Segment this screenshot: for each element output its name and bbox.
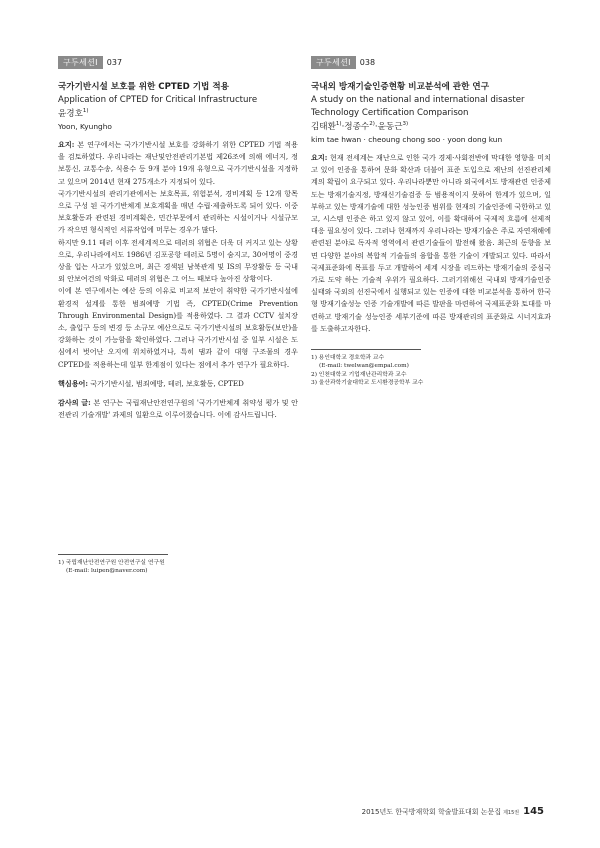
right-footnotes bbox=[311, 349, 424, 388]
article-title-ko: 국내외 방재기술인증현황 비교분석에 관한 연구 bbox=[311, 82, 489, 92]
footnote: 2) 인천대학교 기업재난관리학과 교수 bbox=[311, 371, 407, 378]
left-footnotes bbox=[58, 540, 298, 576]
session-tag bbox=[58, 56, 298, 69]
page-number: 145 bbox=[523, 806, 544, 817]
footnote: 1) 국립재난안전연구원 안전연구실 연구원 bbox=[58, 560, 165, 566]
article-number: 038 bbox=[359, 58, 376, 67]
keywords-text: 국가기반시설, 범죄예방, 테러, 보호활동, CPTED bbox=[90, 378, 244, 388]
abstract bbox=[311, 152, 551, 335]
session-tag bbox=[311, 56, 551, 69]
author-name: ·윤동근 bbox=[374, 122, 403, 132]
ack-label: 감사의 글: bbox=[58, 398, 91, 408]
footnote: (E-mail: luipen@naver.com) bbox=[66, 568, 148, 575]
footnote-rule bbox=[58, 554, 168, 576]
footnote: (E-mail: twelwan@empal.com) bbox=[319, 363, 409, 370]
abstract-label: 요지: bbox=[311, 153, 328, 162]
left-article bbox=[58, 56, 298, 421]
author-affiliation-mark: 1) bbox=[335, 121, 342, 128]
ack-text: 본 연구는 국립재난안전연구원의 '국가기반체계 취약성 평가 및 안전관리 기술개발' 과제의 일환으로 이루어졌습니다. 이에 감사드립니다. bbox=[58, 398, 298, 420]
right-article bbox=[311, 56, 551, 388]
author-en: Yoon, Kyungho bbox=[58, 122, 112, 131]
footer-note: 제15권 bbox=[503, 810, 520, 816]
author-ko bbox=[58, 108, 298, 121]
article-title-en: Technology Certification Comparison bbox=[311, 108, 469, 118]
keywords bbox=[58, 378, 298, 390]
footer-text: 2015년도 한국방재학회 학술발표대회 논문집 bbox=[361, 808, 502, 816]
author-name: 김태환 bbox=[311, 122, 336, 132]
abstract-paragraph: 하지만 9.11 테러 이후 전세계적으로 테러의 위협은 더욱 더 커지고 있는 상황으로, 우리나라에서도 1986년 김포공항 테러로 5명이 숨지고, 30여명이 중경상을 입는 사고가 있었으며, 최근 경색된 남북관계 및 IS의 무장활동 등 국내외 안보여건의 악화로 테러의 위협은 그 어느 때보다 높아진 상황이다. bbox=[58, 237, 298, 284]
article-title-ko: 국가기반시설 보호를 위한 CPTED 기법 적용 bbox=[58, 82, 229, 92]
article-title-en: Application of CPTED for Critical Infrastructure bbox=[58, 95, 258, 105]
author-affiliation-mark: 1) bbox=[82, 108, 89, 115]
author-name: 윤경호 bbox=[58, 109, 83, 119]
session-label: 구두세션Ⅰ bbox=[311, 56, 356, 69]
session-label: 구두세션Ⅰ bbox=[58, 56, 103, 69]
page-footer bbox=[362, 806, 544, 817]
abstract-paragraph: 현재 전세계는 재난으로 인한 국가 경제·사회전반에 막대한 영향을 미치고 있어 인증을 통하여 문화 확산과 더불어 표준 도입으로 재난의 선진관리체계의 확립이 요구되고 있다. 우리나라뿐만 아니라 외국에서도 방재관련 인증제도는 방재기술지정, 방재신기술검증 등 범용적이지 못하여 한계가 있으며, 일부하고 있는 방재기술에 대한 성능인증 범위를 현재의 기술인증에 국한하고 있고, 시스템 인증은 하고 있지 않고 있어, 이를 확대하여 국제적 흐름에 선제적 대응 필요성이 있다. 그러나 현재까지 우리나라는 방재기술은 주로 자연재해에 관련된 분야로 독자적 영역에서 관련기술들이 발전해 왔음. 최근의 동향을 보면 다양한 분야의 복합적 기술들의 융합을 통한 기술이 개발되고 있다. 따라서 국제표준화에 목표를 두고 개발하여 세계 시장을 리드하는 방재기술의 중심국가로 도약 하는 기술적 우위가 필요하다. 그러기위해선 국내외 방재기술인증 실태와 국외의 선진국에서 실행되고 있는 인증에 대한 비교분석을 통하여 한국형 방재기술성능 인증 기술개발에 따른 발판을 마련하여 국제표준화 토대를 마련하고 방재기술 성능인증 세부기준에 따른 방재관리의 표준화로 시너지효과를 도출하고자한다. bbox=[311, 153, 551, 333]
author-affiliation-mark: 3) bbox=[402, 121, 409, 128]
keywords-label: 핵심용어: bbox=[58, 378, 89, 388]
authors-ko bbox=[311, 121, 551, 134]
author-affiliation-mark: 2) bbox=[369, 121, 375, 128]
abstract-paragraph: 본 연구에서는 국가기반시설 보호를 강화하기 위한 CPTED 기법 적용을 검토하였다. 우리나라는 재난및안전관리기본법 제26조에 의해 에너지, 정보통신, 교통수송, 식용수 등 9개 분야 19개 유형으로 국가기반시설을 지정하고 있으며 2014년 현재 275개소가 지정되어 있다. bbox=[58, 140, 298, 186]
abstract-paragraph: 이에 본 연구에서는 예산 등의 이유로 비교적 보안이 취약한 국가기반시설에 환경적 설계를 통한 범죄예방 기법 즉, CPTED(Crime Prevention Through Environmental Design)를 적용하였다. 그 결과 CCTV 설치장소, 출입구 등의 변경 등 소규모 예산으로도 국가기반시설의 보호활동(보안)을 강화하는 것이 가능함을 확인하였다. 그러나 국가기반시설 중 일부 시설은 도심에서 벗어난 오지에 위치하였거나, 특히 댐과 같이 대형 구조물의 경우 CPTED를 적용하는데 일부 한계점이 있다는 점에서 추가 연구가 필요하다. bbox=[58, 286, 298, 369]
abstract-paragraph: 국가기반시설의 관리기관에서는 보호목표, 위험분석, 경비계획 등 12개 항목으로 구성 된 국가기반체계 보호계획을 매년 수립·제출하도록 되어 있다. 이중 보호활동과 관련된 경비계획은, 민간부문에서 관리하는 시설이거나 시설규모가 작으면 형식적인 서류작업에 머무는 경우가 많다. bbox=[58, 188, 298, 235]
footnote: 3) 울산과학기술대학교 도시환경공학부 교수 bbox=[311, 380, 424, 387]
acknowledgement bbox=[58, 397, 298, 421]
author-name: ·정종수 bbox=[341, 122, 370, 132]
article-title-en: A study on the national and international disaster bbox=[311, 95, 525, 105]
abstract bbox=[58, 139, 298, 371]
authors-en: kim tae hwan · cheoung chong soo · yoon dong kun bbox=[311, 135, 503, 144]
article-number: 037 bbox=[106, 58, 123, 67]
abstract-label: 요지: bbox=[58, 140, 75, 149]
footnote: 1) 용인대학교 경호학과 교수 bbox=[311, 355, 385, 362]
